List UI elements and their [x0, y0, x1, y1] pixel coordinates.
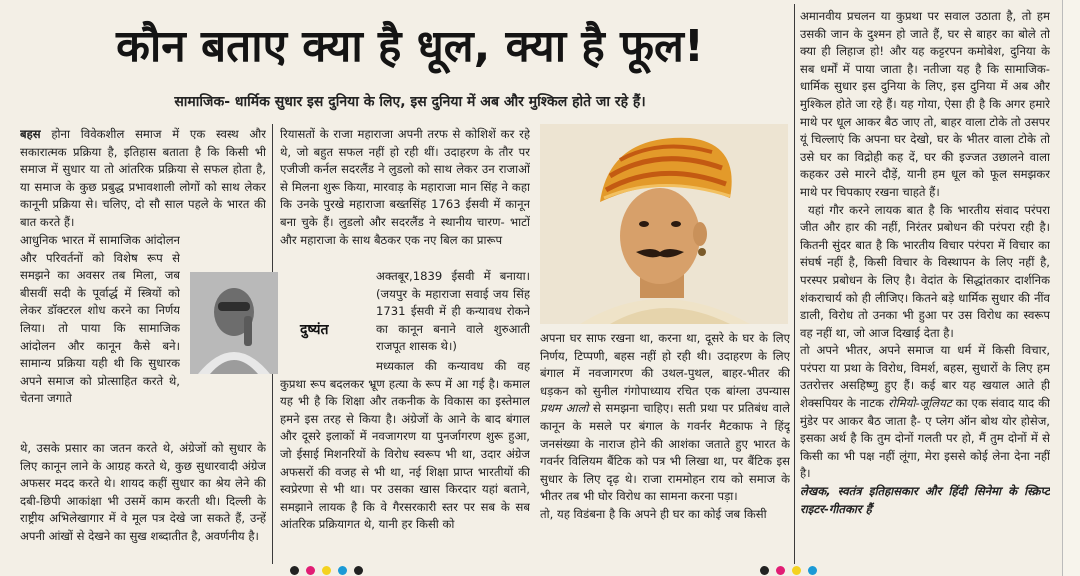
paragraph: रियासतों के राजा महाराजा अपनी तरफ से कोशिशें कर रहे थे, जो बहुत सफल नहीं हो रही थीं। उदाहरण के तौर पर एजीजी कर्नल सदरलैंड ने लुडलो को साथ लेकर उन राजाओं से मिलना शुरू किया, मारवाड़ के महाराजा मान सिंह ने कहा कि उनके पुरखे महाराजा बख्तसिंह 1763 ईसवी में कानून बना चुके हैं। लुडलो और सदरलैंड ने स्थानीय चारण- भाटों और महाराजा के साथ बैठकर एक नए बिल का प्रारूप — [280, 127, 530, 247]
headline: कौन बताए क्या है धूल, क्या है फूल! — [116, 21, 704, 72]
paragraph: का एक संवाद याद की मुंडेर पर आकर बैठ जाता है- ए प्लेग ऑन बोथ योर होसेज, इसका अर्थ है कि तुम दोनों गलती पर हो, मैं तुम दोनों में से किसी का भी पक्ष नहीं लूंगा, मेरा इससे कोई लेना देना नहीं है। — [800, 396, 1050, 481]
author-name: दुष्यंत — [300, 322, 329, 338]
paragraph: तो, यह विडंबना है कि अपने ही घर का कोई जब किसी — [540, 506, 767, 521]
paragraph: आधुनिक भारत में सामाजिक आंदोलन और परिवर्तनों को विशेष रूप से समझने का अवसर तब मिला, जब बीसवीं सदी के पूर्वार्द्ध में स्त्रियों को लेकर डॉक्टरल शोध करने का निर्णय लिया। तो पाया कि सामाजिक आंदोलन और कानून कैसे बने। सामान्य प्रक्रिया यही थी कि सुधारक अपने समाज को प्रोत्साहित करते थे, चेतना जगाते — [20, 233, 180, 406]
adjacent-page-edge — [1062, 0, 1080, 576]
paragraph: थे, उसके प्रसार का जतन करते थे, अंग्रेजों को सुधार के लिए कानून लाने के आग्रह करते थे, कुछ सुधारवादी अंग्रेज अफसर मदद करते थे। शायद कहीं सुधार का श्रेय लेने की दबी-छिपी आकांक्षा भी उसमें काम करती थी। दिल्ली के राष्ट्रीय अभिलेखागार में वे मूल पत्र देखे जा सकते हैं, उन्हें अपनी आंखों से देखने का सुख शब्दातीत है, अवर्णनीय है। — [20, 441, 266, 543]
paragraph: अमानवीय प्रचलन या कुप्रथा पर सवाल उठाता है, तो हम उसकी जान के दुश्मन हो जाते हैं, घर से बाहर का बोले तो क्या ही लिहाज हो! और यह कट्टरपन कमोबेश, दुनिया के सब धर्मों में पाया जाता है। नतीजा यह है कि सामाजिक- धार्मिक सुधार इस दुनिया के लिए, इस दुनिया में अब और मुश्किल होते जा रहे हैं। यह गोया, ऐसा ही है कि अगर हमारे माथे पर धूल आकर बैठ जाए तो, बाहर वाला टोके तो उसपर यूं चिल्लाएं कि अपना घर देखो, घर के भीतर वाला टोके तो उसे घर का विद्रोही कह दें, घर की इज्जत उछालने वाला कहकर उसे मारने दौड़ें, यानी हम धूल को फूल समझकर माथे पर चिपकाए रखना चाहते हैं। — [800, 9, 1050, 199]
author-photo — [190, 272, 278, 374]
column-rule — [794, 4, 795, 564]
subheadline: सामाजिक- धार्मिक सुधार इस दुनिया के लिए, इस दुनिया में अब और मुश्किल होते जा रहे हैं। — [174, 94, 646, 110]
paragraph: अक्तबूर,1839 ईसवी में बनाया। (जयपुर के महाराजा सवाई जय सिंह 1731 ईसवी में ही कन्यावध रोकने का कानून बनाने वाले शुरुआती राजपूत शासक थे।) — [376, 269, 530, 354]
column-1-bottom — [20, 440, 266, 566]
paragraph: होना विवेकशील समाज में एक स्वस्थ और सकारात्मक प्रक्रिया है, इतिहास बताता है कि किसी भी समाज में सुधार या तो आंतरिक प्रक्रिया से सफल होता है, या समाज के कुछ प्रबुद्ध प्रभावशाली लोगों को साथ लेकर कानूनी प्रक्रिया से। चलिए, दो सौ साल पहले के भारत की बात करते हैं। — [20, 127, 266, 229]
column-2-bottom — [280, 358, 530, 566]
column-2-narrow — [376, 268, 530, 358]
paragraph: मध्यकाल की कन्यावध की वह कुप्रथा रूप बदलकर भ्रूण हत्या के रूप में आ गई है। कमाल यह भी है कि शिक्षा और तकनीक के विकास का इस्तेमाल हमने इस तरह से किया है। अंग्रेजों के आने के बाद बंगाल और दूसरे इलाकों में नवजागरण या पुनर्जागरण शुरू हुआ, जो ईसाई मिशनरियों के विरोध स्वरूप भी था, उदार अंग्रेज अफसरों की वजह से भी था, नई शिक्षा प्राप्त भारतीयों की स्वप्रेरणा से भी था। पर उसका खास किरदार यहां बताने, समझाने लायक है कि वे गैरसरकारी स्तर पर सब के सब आंतरिक प्रक्रियागत थे, यानी हर किसी को — [280, 359, 530, 532]
paragraph: से समझना चाहिए। सती प्रथा पर प्रतिबंध वाले कानून के मसले पर बंगाल के गवर्नर मैटकाफ ने हिंदू जनसंख्या के नाराज होने की आशंका जताते हुए भारत के गवर्नर विलियम बैंटिक को पत्र भी लिखा था, पर बैंटिक इस सुधार के लिए दृढ़ थे। राजा राममोहन राय को समाज के भीतर तब भी घोर विरोध का सामना करना पड़ा। — [540, 401, 790, 504]
column-3 — [540, 330, 790, 566]
paragraph: अपना घर साफ रखना था, करना था, दूसरे के घर के लिए निर्णय, टिप्पणी, बहस नहीं हो रही थी। उदाहरण के लिए बंगाल में नवजागरण की उथल-पुथल, बाहर-भीतर की धड़कन को सुनील गंगोपाध्याय रचित एक बांग्ला उपन्यास — [540, 331, 790, 398]
paragraph: यहां गौर करने लायक बात है कि भारतीय संवाद परंपरा जीत और हार की नहीं, निरंतर प्रबोधन की परंपरा रही है। कितनी सुंदर बात है कि भारतीय विचार परंपरा में विचार का संघर्ष नहीं है, किसी विचार के विस्थापन के लिए नहीं है, परस्पर प्रबोधन के लिए है। वेदांत के सिद्धांतकार दार्शनिक शंकराचार्य को ही लीजिए। कितने बड़े धार्मिक सुधार की नींव डाली, विरोध तो उनका भी हुआ पर उस विरोध का स्वरूप वह नहीं था, जो आज दिखाई देता है। — [800, 202, 1050, 340]
book-title: प्रथम आलो — [540, 401, 589, 416]
play-title: रोमियो-जूलियट — [888, 396, 952, 411]
column-1-narrow — [20, 232, 180, 440]
column-4 — [800, 8, 1050, 566]
registration-marks — [0, 566, 1080, 576]
byline: लेखक, स्वतंत्र इतिहासकार और हिंदी सिनेमा के स्क्रिप्ट राइटर-गीतकार हैं — [800, 484, 1050, 516]
portrait-illustration — [540, 124, 788, 324]
column-2-top — [280, 126, 530, 268]
lead-word: बहस — [20, 127, 41, 141]
paragraph: तो अपने भीतर, अपने समाज या धर्म में किसी विचार, परंपरा या प्रथा के विरोध, विमर्श, बहस, सुधारों के लिए हम उतरोत्तर असहिष्णु हुए हैं। कई बार यह खयाल आते ही शेक्सपियर के नाटक — [800, 343, 1050, 411]
